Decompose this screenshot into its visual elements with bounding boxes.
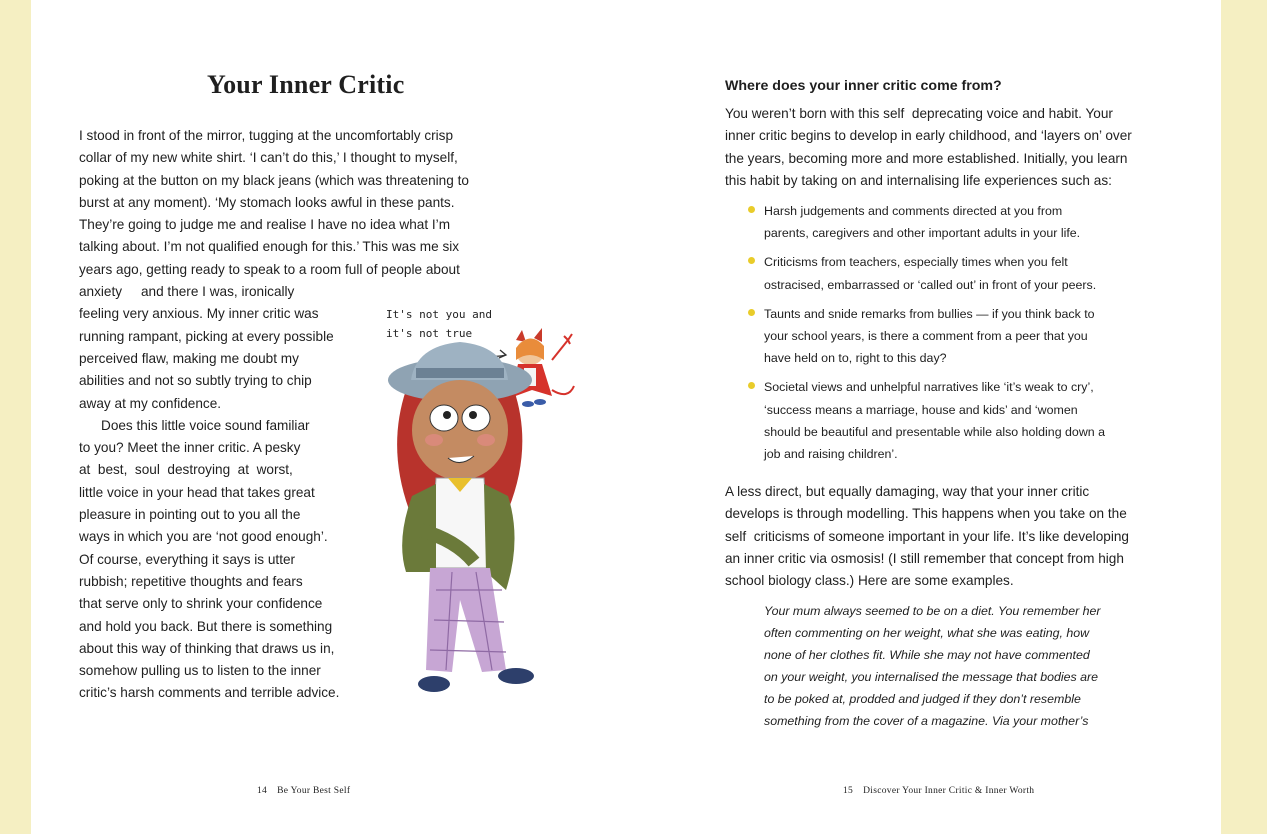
body-line: perceived flaw, making me doubt my [79, 350, 299, 366]
body-line: school biology class.) Here are some examples. [725, 573, 1014, 589]
left-footer [257, 786, 350, 796]
body-line: burst at any moment). ‘My stomach looks awful in these pants. [79, 194, 455, 210]
bullet-icon [748, 382, 755, 389]
callout-line: it's not true [386, 327, 473, 340]
body-line: feeling very anxious. My inner critic was [79, 306, 319, 322]
body-line: inner critic begins to develop in early childhood, and ‘layers on’ over [725, 128, 1132, 144]
body-line: rubbish; repetitive thoughts and fears [79, 573, 303, 589]
bullet-line: Taunts and snide remarks from bullies — if you think back to [764, 306, 1095, 321]
body-line: critic’s harsh comments and terrible advice. [79, 685, 340, 701]
list-item [747, 376, 1105, 465]
bullet-icon [748, 257, 755, 264]
bullet-icon [748, 309, 755, 316]
list-item [747, 303, 1105, 370]
quote-line: none of her clothes fit. While she may not have commented [764, 648, 1090, 663]
callout-line: It's not you and [386, 308, 492, 321]
body-line: to you? Meet the inner critic. A pesky [79, 440, 301, 456]
body-line: this habit by taking on and internalising life experiences such as: [725, 172, 1112, 188]
body-line: A less direct, but equally damaging, way that your inner critic [725, 484, 1090, 499]
body-line: You weren’t born with this self deprecating voice and habit. Your [725, 106, 1113, 121]
bullet-line: Harsh judgements and comments directed at you from [764, 204, 1063, 218]
body-line: an inner critic via osmosis! (I still remember that concept from high [725, 550, 1124, 566]
body-line: They’re going to judge me and realise I have no idea what I’m [79, 217, 451, 233]
bullet-icon [748, 206, 755, 213]
running-title: Discover Your Inner Critic & Inner Worth [863, 786, 1035, 796]
bullet-line: Criticisms from teachers, especially times when you felt [764, 255, 1068, 270]
quote-line: on your weight, you internalised the message that bodies are [764, 670, 1099, 685]
body-line: collar of my new white shirt. ‘I can’t do this,’ I thought to myself, [79, 150, 458, 166]
body-line: abilities and not so subtly trying to chip [79, 373, 312, 389]
body-line: develops is through modelling. This happens when you take on the [725, 506, 1127, 522]
page-number: 14 [257, 786, 268, 796]
body-line: and hold you back. But there is something [79, 618, 333, 634]
body-line: anxiety and there I was, ironically [79, 284, 295, 300]
intro-paragraph [725, 103, 1132, 192]
body-line: somehow pulling us to listen to the inner [79, 663, 321, 679]
quote-line: Your mum always seemed to be on a diet. You remember her [764, 604, 1101, 618]
bullet-line: parents, caregivers and other important adults in your life. [764, 226, 1081, 241]
bullet-line: have held on to, right to this day? [764, 351, 947, 366]
body-line: little voice in your head that takes great [79, 484, 315, 500]
body-line: Of course, everything it says is utter [79, 551, 296, 567]
devil-icon [510, 328, 574, 407]
running-title: Be Your Best Self [277, 786, 351, 796]
inner-critic-illustration [356, 300, 586, 710]
body-line: self criticisms of someone important in your life. It’s like developing [725, 528, 1129, 544]
quote-line: often commenting on her weight, what she was eating, how [764, 626, 1090, 641]
page-title: Your Inner Critic [207, 70, 405, 99]
body-line: about this way of thinking that draws us in, [79, 640, 335, 656]
book-spread [31, 0, 1221, 834]
body-line: ways in which you are ‘not good enough’. [79, 529, 328, 545]
right-footer [843, 786, 1034, 796]
bullet-line: ‘success means a marriage, house and kids’ and ‘women [764, 402, 1078, 417]
modelling-paragraph [725, 481, 1129, 592]
body-line: talking about. I’m not qualified enough for this.’ This was me six [79, 239, 460, 255]
body-line: years ago, getting ready to speak to a room full of people about [79, 261, 460, 277]
list-item [747, 200, 1105, 244]
body-line: pleasure in pointing out to you all the [79, 507, 301, 523]
bullet-line: your school years, is there a comment from a peer that you [764, 329, 1088, 344]
body-line: at best, soul destroying at worst, [79, 462, 293, 478]
quote-line: to be poked at, prodded and judged if they don’t resemble [764, 692, 1081, 707]
bullet-line: ostracised, embarrassed or ‘called out’ in front of your peers. [764, 277, 1097, 292]
speech-callout [386, 305, 492, 343]
bullet-line: Societal views and unhelpful narratives like ‘it’s weak to cry’, [764, 380, 1094, 395]
quote-line: something from the cover of a magazine. Via your mother’s [764, 714, 1089, 729]
bullet-line: job and raising children’. [764, 447, 898, 462]
body-line: I stood in front of the mirror, tugging at the uncomfortably crisp [79, 128, 454, 143]
bullet-list [747, 200, 1105, 472]
body-line: Does this little voice sound familiar [101, 417, 310, 433]
page-number: 15 [843, 786, 854, 796]
body-line: poking at the button on my black jeans (which was threatening to [79, 172, 469, 188]
bullet-line: should be beautiful and presentable while also holding down a [764, 424, 1105, 439]
body-line: the years, becoming more and more established. Initially, you learn [725, 150, 1128, 166]
body-line: running rampant, picking at every possible [79, 328, 334, 344]
example-quote [764, 600, 1101, 733]
list-item [747, 251, 1105, 295]
section-heading: Where does your inner critic come from? [725, 78, 1002, 94]
body-line: away at my confidence. [79, 395, 222, 411]
body-line: that serve only to shrink your confidence [79, 596, 323, 612]
